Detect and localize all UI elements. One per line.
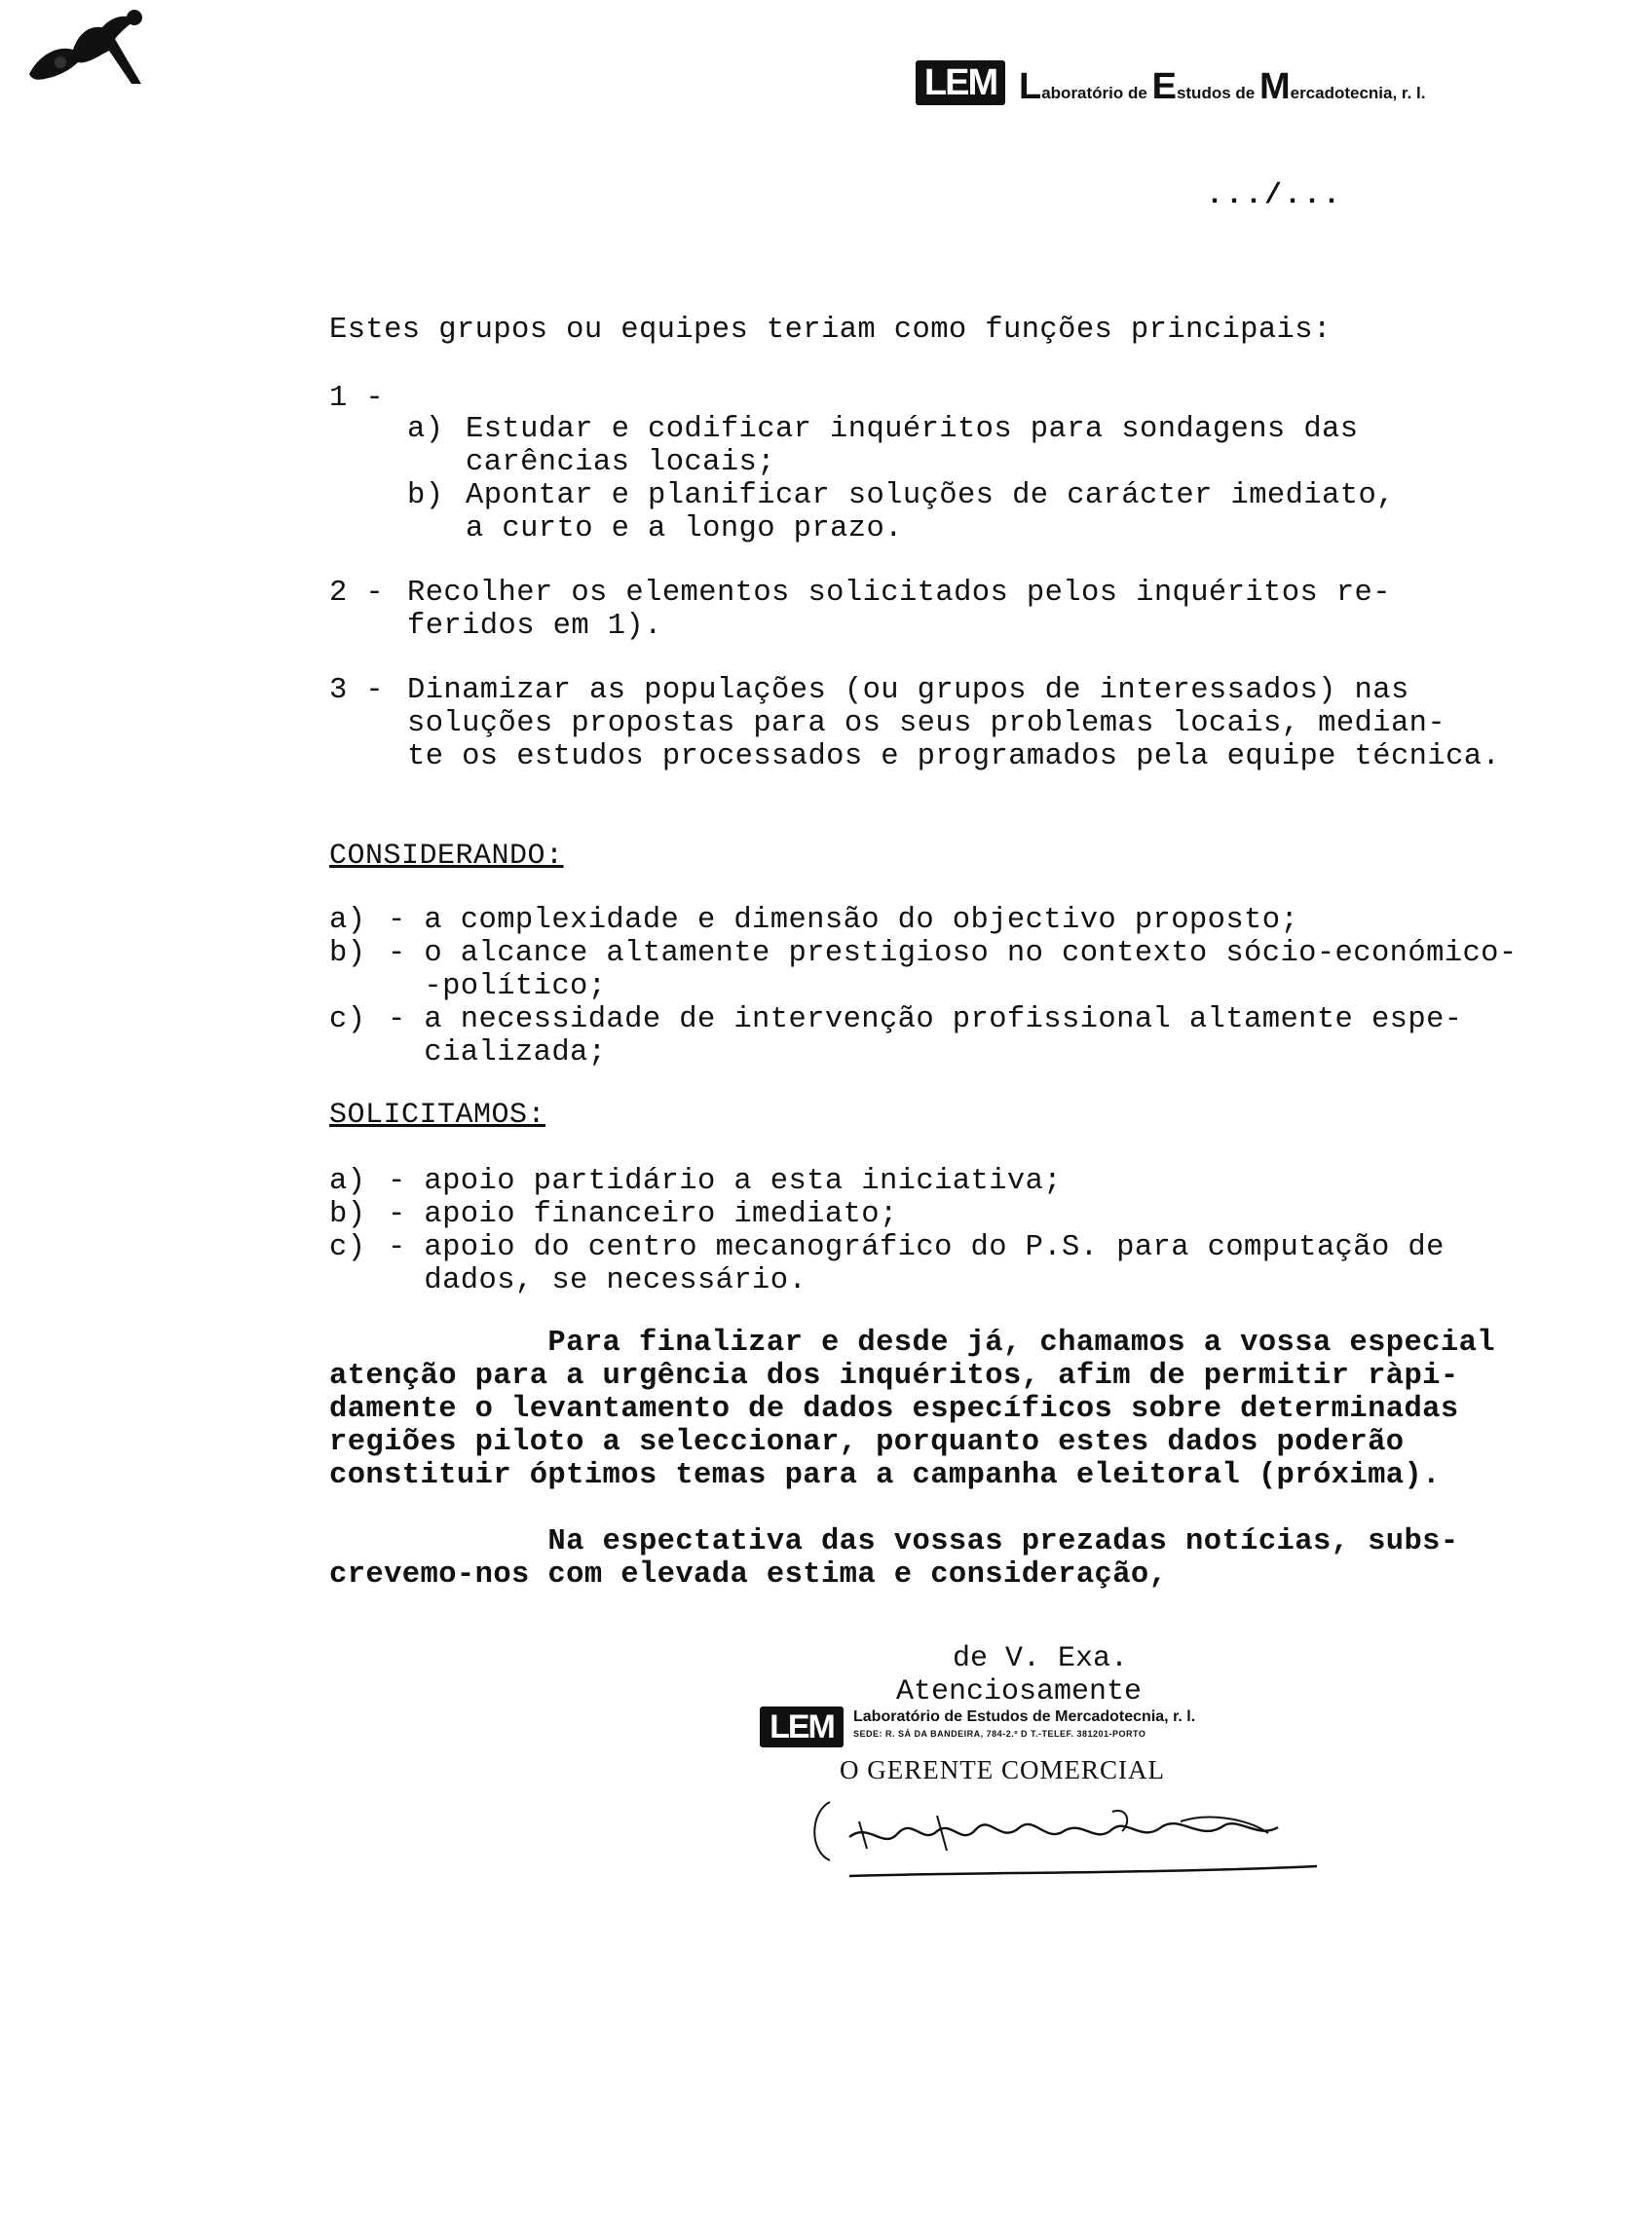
considerando-c-line-2: cializada; (388, 1036, 607, 1069)
stamp-company-name: Laboratório de Estudos de Mercadotecnia, r. l. (853, 1708, 1196, 1725)
continuation-mark: .../... (1206, 179, 1343, 212)
paragraph-2-line-2: crevemo-nos com elevada estima e consideração, (329, 1558, 1168, 1592)
paragraph-1-line-5: constituir óptimos temas para a campanha eleitoral (próxima). (329, 1459, 1441, 1492)
function-1b-line-2: a curto e a longo prazo. (466, 512, 903, 545)
stamp-logo: LEM (760, 1707, 844, 1747)
solicitamos-c-marker: c) (329, 1231, 366, 1264)
function-3-line-2: soluções propostas para os seus problemas locais, median- (407, 707, 1446, 740)
paragraph-1-line-2: atenção para a urgência dos inquéritos, afim de permitir ràpi- (329, 1360, 1459, 1393)
considerando-b-line-2: -político; (388, 970, 607, 1003)
paragraph-1-line-4: regiões piloto a seleccionar, porquanto estes dados poderão (329, 1426, 1405, 1459)
company-logo: LEM (916, 60, 1005, 105)
company-stamp (760, 1707, 1195, 1747)
stamp-title: O GERENTE COMERCIAL (840, 1755, 1165, 1784)
intro-text: Estes grupos ou equipes teriam como funções principais: (329, 314, 1332, 347)
paragraph-1-line-3: damente o levantamento de dados específicos sobre determinadas (329, 1393, 1459, 1426)
paragraph-2-line-1: Na espectativa das vossas prezadas notícias, subs- (329, 1525, 1459, 1558)
considerando-heading: CONSIDERANDO: (329, 840, 564, 873)
company-name-part-1: aboratório de (1041, 84, 1152, 102)
company-name-part-3: ercadotecnia, r. l. (1290, 84, 1426, 102)
function-2-line-2: feridos em 1). (407, 610, 662, 643)
function-3-number: 3 - (329, 674, 385, 707)
paragraph-1-line-1: Para finalizar e desde já, chamamos a vossa especial (329, 1327, 1495, 1360)
considerando-a-marker: a) (329, 904, 366, 937)
stamp-text (853, 1707, 1195, 1740)
considerando-b-marker: b) (329, 937, 366, 970)
company-name-cap-m: M (1258, 66, 1291, 107)
function-2-line-1: Recolher os elementos solicitados pelos inquéritos re- (407, 577, 1391, 610)
solicitamos-b-marker: b) (329, 1198, 366, 1231)
solicitamos-heading: SOLICITAMOS: (329, 1099, 546, 1132)
company-name-cap-l: L (1019, 66, 1042, 107)
function-3-line-1: Dinamizar as populações (ou grupos de interessados) nas (407, 674, 1409, 707)
company-name-part-2: studos de (1176, 84, 1259, 102)
considerando-c-marker: c) (329, 1003, 366, 1036)
closing-line-2: Atenciosamente (896, 1675, 1143, 1708)
function-2-number: 2 - (329, 577, 385, 610)
ink-blot-mark (19, 6, 146, 94)
considerando-a-line-1: - a complexidade e dimensão do objectivo proposto; (388, 904, 1299, 937)
solicitamos-c-line-2: dados, se necessário. (388, 1264, 807, 1297)
function-1a-marker: a) (407, 413, 444, 446)
closing-line-1: de V. Exa. (953, 1642, 1129, 1675)
function-1a-line-1: Estudar e codificar inquéritos para sondagens das (466, 413, 1359, 446)
stamp-address: SEDE: R. SÁ DA BANDEIRA, 784-2.º D T.-TELEF. 381201-PORTO (853, 1729, 1146, 1739)
company-name (1019, 66, 1426, 107)
handwritten-signature (791, 1782, 1336, 1890)
considerando-b-line-1: - o alcance altamente prestigioso no contexto sócio-económico- (388, 937, 1518, 970)
function-1-number: 1 - (329, 382, 385, 415)
company-name-cap-e: E (1151, 66, 1177, 107)
function-3-line-3: te os estudos processados e programados pela equipe técnica. (407, 740, 1501, 773)
solicitamos-a-line-1: - apoio partidário a esta iniciativa; (388, 1165, 1063, 1198)
solicitamos-c-line-1: - apoio do centro mecanográfico do P.S. para computação de (388, 1231, 1445, 1264)
solicitamos-b-line-1: - apoio financeiro imediato; (388, 1198, 898, 1231)
solicitamos-a-marker: a) (329, 1165, 366, 1198)
considerando-c-line-1: - a necessidade de intervenção profissional altamente espe- (388, 1003, 1463, 1036)
function-1b-line-1: Apontar e planificar soluções de carácter imediato, (466, 479, 1395, 512)
letterhead (916, 56, 1426, 105)
function-1b-marker: b) (407, 479, 444, 512)
function-1a-line-2: carências locais; (466, 446, 775, 479)
